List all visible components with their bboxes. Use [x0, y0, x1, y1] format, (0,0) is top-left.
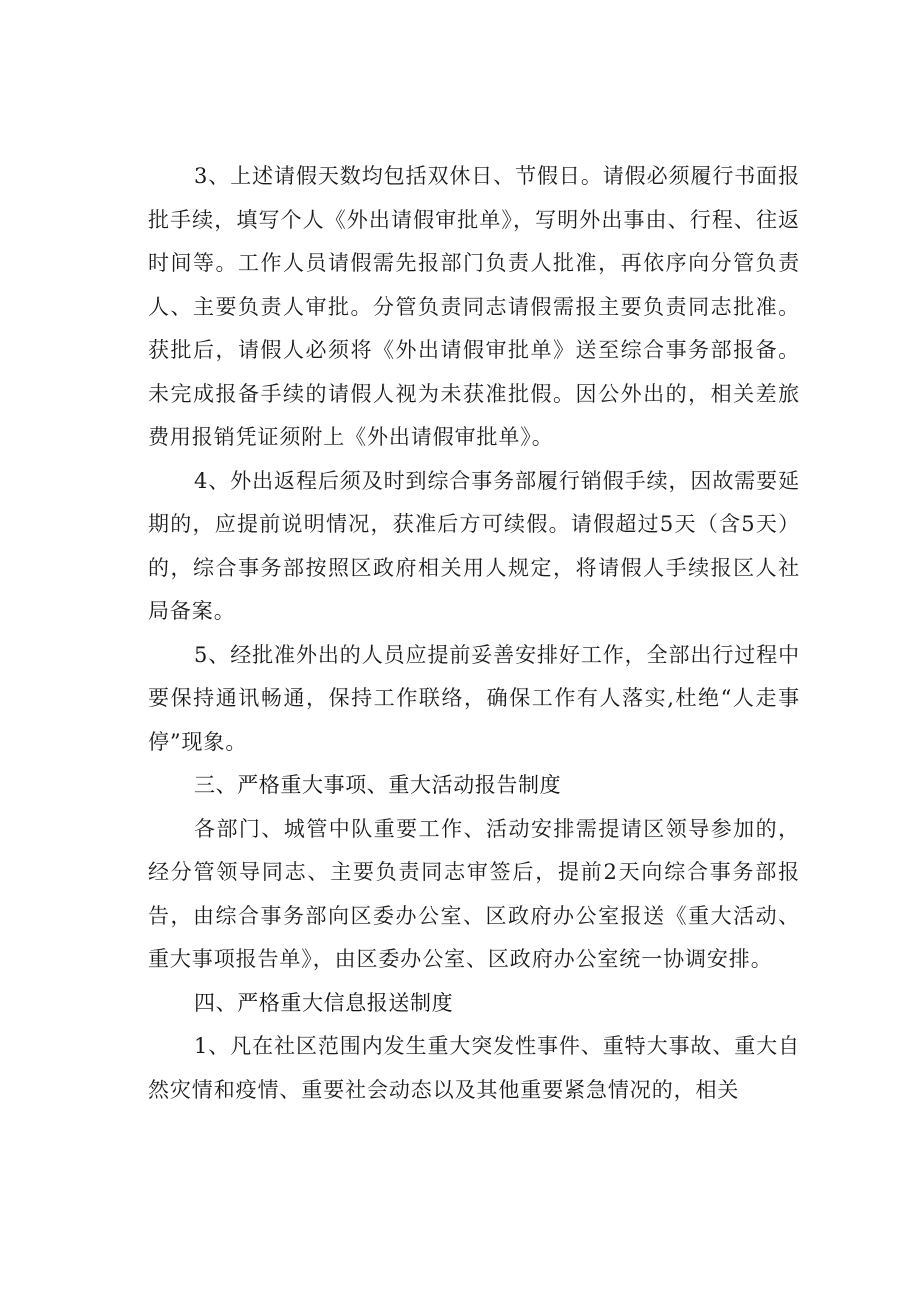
- section-heading-major-information: 四、严格重大信息报送制度: [194, 990, 454, 1015]
- paragraph-leave-cancellation: 4、外出返程后须及时到综合事务部履行销假手续，因故需要延期的，应提前说明情况，获准后方可续假。请假超过5天（含5天）的，综合事务部按照区政府相关用人规定，将请假人手续报区人社局备案。: [148, 468, 800, 623]
- paragraph-work-arrangement: 5、经批准外出的人员应提前妥善安排好工作，全部出行过程中要保持通讯畅通，保持工作联络，确保工作有人落实,杜绝“人走事停”现象。: [148, 642, 800, 754]
- document-body: [148, 155, 800, 1112]
- paragraph-leave-approval-procedure: 3、上述请假天数均包括双休日、节假日。请假必须履行书面报批手续，填写个人《外出请假审批单》，写明外出事由、行程、往返时间等。工作人员请假需先报部门负责人批准，再依序向分管负责人、主要负责人审批。分管负责同志请假需报主要负责同志批准。获批后，请假人必须将《外出请假审批单》送至综合事务部报备。未完成报备手续的请假人视为未获准批假。因公外出的，相关差旅费用报销凭证须附上《外出请假审批单》。: [148, 164, 800, 449]
- section-heading-major-events: 三、严格重大事项、重大活动报告制度: [194, 773, 562, 797]
- paragraph-major-events-report: 各部门、城管中队重要工作、活动安排需提请区领导参加的，经分管领导同志、主要负责同志审签后，提前2天向综合事务部报告，由综合事务部向区委办公室、区政府办公室报送《重大活动、重大事项报告单》，由区委办公室、区政府办公室统一协调安排。: [148, 816, 800, 971]
- paragraph-major-information-report: 1、凡在社区范围内发生重大突发性事件、重特大事故、重大自然灾情和疫情、重要社会动态以及其他重要紧急情况的，相关: [148, 1034, 800, 1102]
